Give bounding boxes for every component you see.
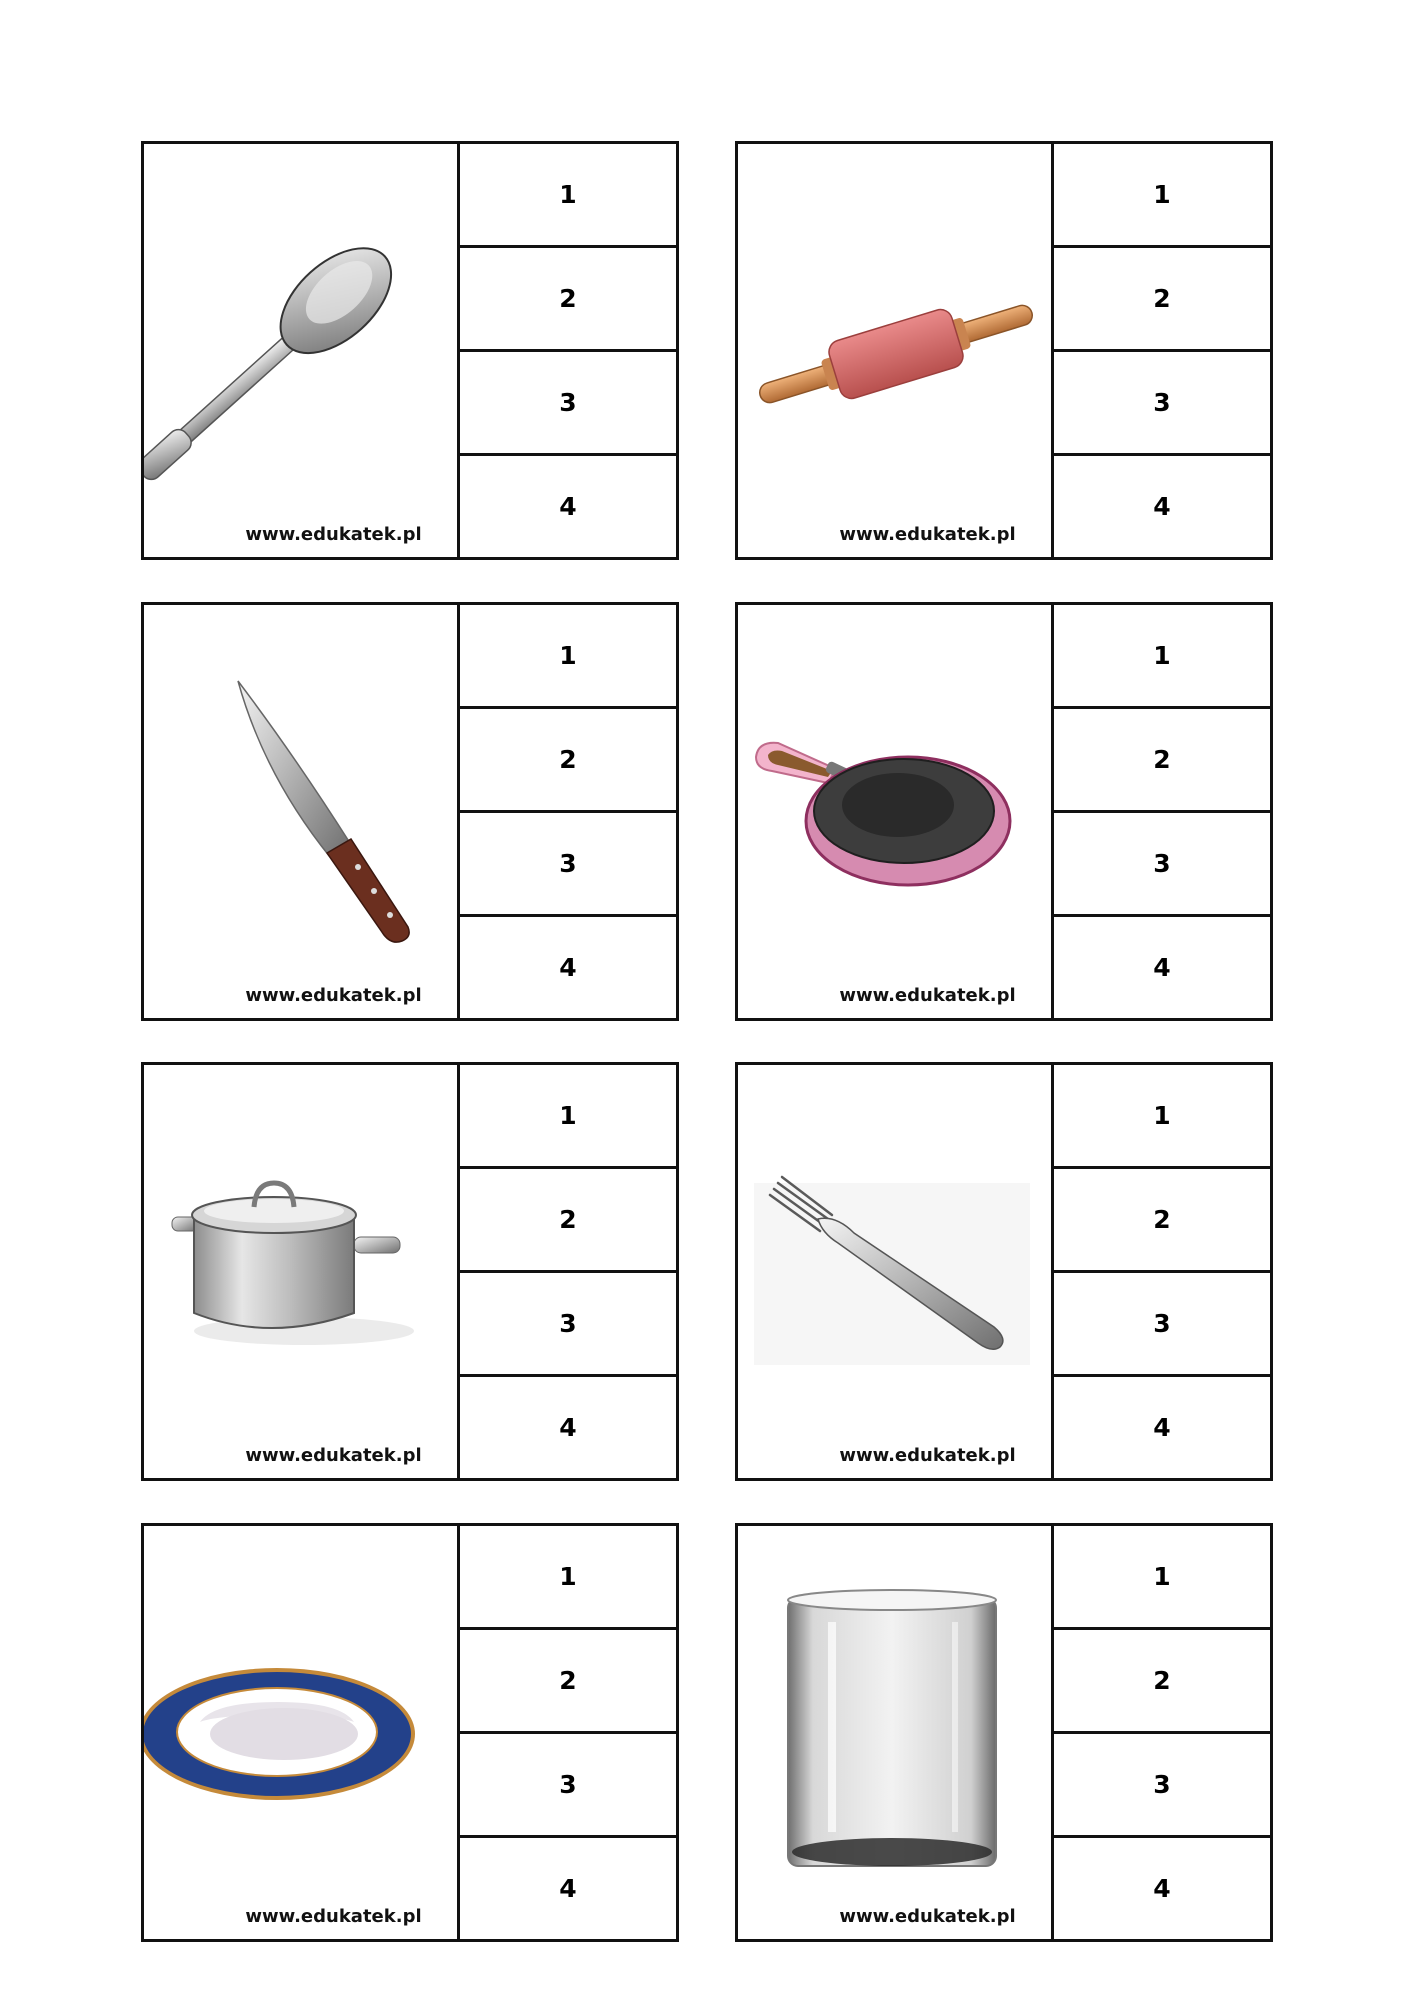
website-label: www.edukatek.pl bbox=[245, 524, 422, 545]
fork-icon bbox=[738, 1065, 1054, 1478]
picture-panel bbox=[738, 1526, 1054, 1939]
number-cell[interactable]: 4 bbox=[1153, 492, 1171, 521]
picture-panel bbox=[144, 1526, 460, 1939]
knife-icon bbox=[144, 605, 460, 1018]
card-1 bbox=[141, 141, 679, 560]
number-cell[interactable]: 2 bbox=[460, 248, 676, 352]
number-cell[interactable]: 1 bbox=[1054, 605, 1270, 709]
number-cell[interactable]: 1 bbox=[460, 144, 676, 248]
number-cell[interactable]: 3 bbox=[1054, 1734, 1270, 1838]
website-label: www.edukatek.pl bbox=[245, 1445, 422, 1466]
number-cell[interactable]: 2 bbox=[1054, 1169, 1270, 1273]
number-cell[interactable]: 2 bbox=[460, 709, 676, 813]
rolling-pin-icon bbox=[738, 144, 1054, 557]
number-cell[interactable]: 3 bbox=[460, 1734, 676, 1838]
number-cell[interactable]: 1 bbox=[460, 1526, 676, 1630]
number-column bbox=[460, 1065, 676, 1478]
picture-panel bbox=[144, 605, 460, 1018]
number-cell[interactable]: 3 bbox=[1054, 813, 1270, 917]
number-column bbox=[1054, 1065, 1270, 1478]
card-4 bbox=[735, 602, 1273, 1021]
website-label: www.edukatek.pl bbox=[839, 524, 1016, 545]
card-3 bbox=[141, 602, 679, 1021]
number-cell[interactable]: 3 bbox=[1054, 1273, 1270, 1377]
number-column bbox=[460, 144, 676, 557]
number-cell[interactable]: 2 bbox=[460, 1169, 676, 1273]
picture-panel bbox=[738, 144, 1054, 557]
number-cell[interactable]: 4 bbox=[1153, 953, 1171, 982]
number-column bbox=[1054, 144, 1270, 557]
card-5 bbox=[141, 1062, 679, 1481]
number-cell[interactable]: 1 bbox=[1054, 144, 1270, 248]
number-cell[interactable]: 2 bbox=[1054, 1630, 1270, 1734]
number-column bbox=[1054, 1526, 1270, 1939]
number-cell[interactable]: 3 bbox=[1054, 352, 1270, 456]
picture-panel bbox=[144, 144, 460, 557]
picture-panel bbox=[738, 605, 1054, 1018]
plate-icon bbox=[144, 1526, 460, 1939]
number-cell[interactable]: 4 bbox=[559, 1874, 577, 1903]
card-7 bbox=[141, 1523, 679, 1942]
website-label: www.edukatek.pl bbox=[839, 1906, 1016, 1927]
card-6 bbox=[735, 1062, 1273, 1481]
number-cell[interactable]: 4 bbox=[559, 1413, 577, 1442]
number-cell[interactable]: 4 bbox=[559, 953, 577, 982]
frying-pan-icon bbox=[738, 605, 1054, 1018]
card-8 bbox=[735, 1523, 1273, 1942]
website-label: www.edukatek.pl bbox=[839, 985, 1016, 1006]
number-cell[interactable]: 3 bbox=[460, 1273, 676, 1377]
number-cell[interactable]: 2 bbox=[1054, 709, 1270, 813]
number-cell[interactable]: 4 bbox=[1153, 1874, 1171, 1903]
spoon-icon bbox=[144, 144, 460, 557]
number-cell[interactable]: 1 bbox=[460, 1065, 676, 1169]
number-cell[interactable]: 2 bbox=[1054, 248, 1270, 352]
number-cell[interactable]: 4 bbox=[559, 492, 577, 521]
pot-icon bbox=[144, 1065, 460, 1478]
number-cell[interactable]: 1 bbox=[1054, 1526, 1270, 1630]
number-cell[interactable]: 1 bbox=[1054, 1065, 1270, 1169]
number-cell[interactable]: 1 bbox=[460, 605, 676, 709]
number-cell[interactable]: 3 bbox=[460, 813, 676, 917]
website-label: www.edukatek.pl bbox=[245, 985, 422, 1006]
number-column bbox=[1054, 605, 1270, 1018]
number-cell[interactable]: 3 bbox=[460, 352, 676, 456]
number-column bbox=[460, 1526, 676, 1939]
glass-icon bbox=[738, 1526, 1054, 1939]
picture-panel bbox=[738, 1065, 1054, 1478]
website-label: www.edukatek.pl bbox=[839, 1445, 1016, 1466]
number-column bbox=[460, 605, 676, 1018]
website-label: www.edukatek.pl bbox=[245, 1906, 422, 1927]
card-2 bbox=[735, 141, 1273, 560]
number-cell[interactable]: 4 bbox=[1153, 1413, 1171, 1442]
number-cell[interactable]: 2 bbox=[460, 1630, 676, 1734]
picture-panel bbox=[144, 1065, 460, 1478]
